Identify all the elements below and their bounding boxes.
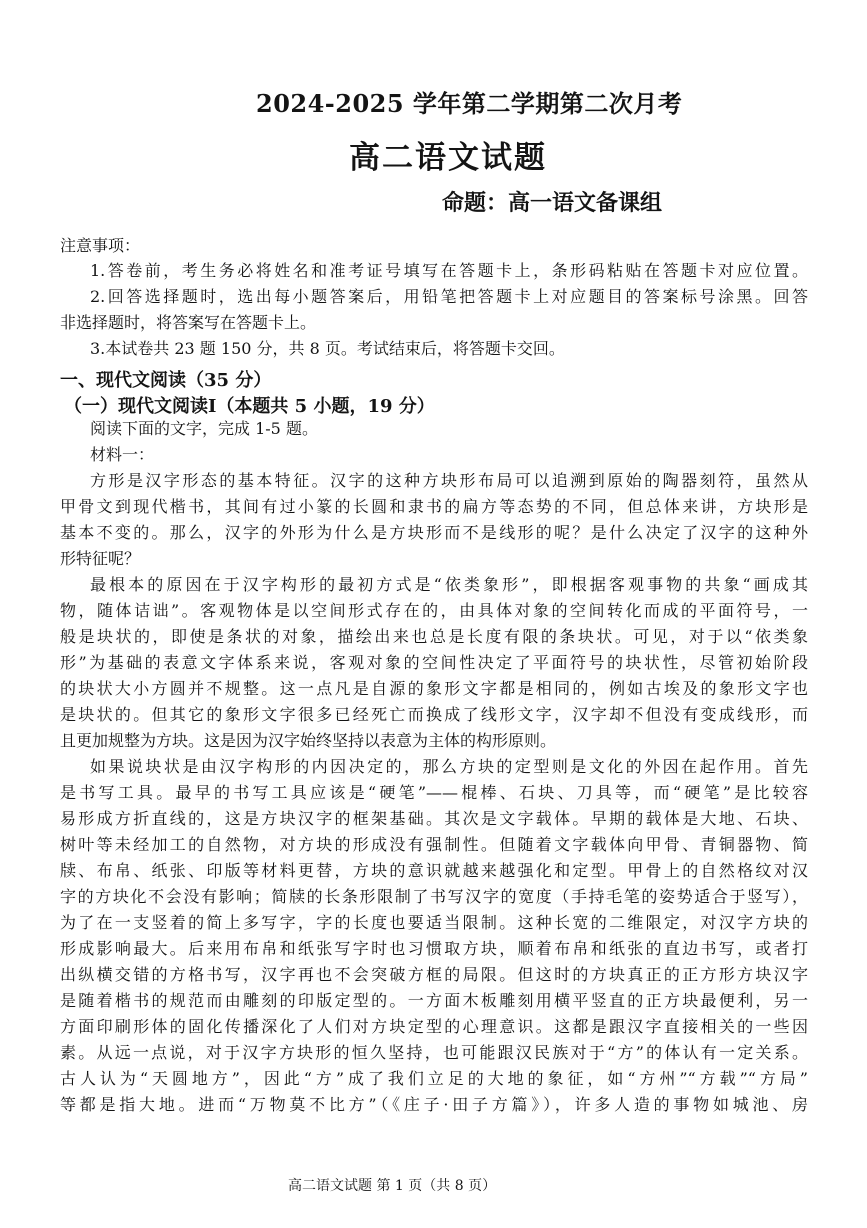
exam-title: 2024-2025 学年第二学期第二次月考 bbox=[256, 89, 683, 118]
notice-line: 2.回答选择题时，选出每小题答案后，用铅笔把答题卡上对应题目的答案标号涂黑。回答 bbox=[90, 287, 808, 306]
notice-heading: 注意事项： bbox=[60, 236, 141, 255]
passage-line: 最根本的原因在于汉字构形的最初方式是“依类象形”，即根据客观事物的共象“画成其 bbox=[90, 575, 808, 594]
paper-title: 高二语文试题 bbox=[349, 140, 547, 176]
passage-line: 出纵横交错的方格书写，汉字再也不会突破方框的局限。但这时的方块真正的正方形方块汉字 bbox=[60, 965, 808, 984]
material-label: 材料一： bbox=[90, 445, 155, 464]
passage-line: 方面印刷形体的固化传播深化了人们对方块定型的心理意识。这都是跟汉字直接相关的一些因 bbox=[60, 1017, 808, 1036]
subsection-heading: （一）现代文阅读Ⅰ（本题共 5 小题，19 分） bbox=[64, 396, 435, 417]
passage-line: 形成影响最大。后来用布帛和纸张写字时也习惯取方块，顺着布帛和纸张的直边书写，或者打 bbox=[60, 939, 808, 958]
passage-line: 是块状的。但其它的象形文字很多已经死亡而换成了线形文字，汉字却不但没有变成线形，而 bbox=[60, 705, 808, 724]
passage-line: 树叶等未经加工的自然物，对方块的形成没有强制性。但随着文字载体向甲骨、青铜器物、简 bbox=[60, 835, 808, 854]
passage-line: 般是块状的，即使是条状的对象，描绘出来也总是长度有限的条块状。可见，对于以“依类象 bbox=[60, 627, 808, 646]
passage-line: 甲骨文到现代楷书，其间有过小篆的长圆和隶书的扁方等态势的不同，但总体来讲，方块形是 bbox=[60, 497, 808, 516]
passage-line: 基本不变的。那么，汉字的外形为什么是方块形而不是线形的呢？是什么决定了汉字的这种外 bbox=[60, 523, 808, 542]
passage-line: 形”为基础的表意文字体系来说，客观对象的空间性决定了平面符号的块状性，尽管初始阶段 bbox=[60, 653, 808, 672]
passage-line: 牍、布帛、纸张、印版等材料更替，方块的意识就越来越强化和定型。甲骨上的自然格纹对汉 bbox=[60, 861, 808, 880]
passage-line: 形特征呢？ bbox=[60, 549, 141, 568]
passage-line: 素。从远一点说，对于汉字方块形的恒久坚持，也可能跟汉民族对于“方”的体认有一定关系。 bbox=[60, 1043, 808, 1062]
passage-line: 的块状大小方圆并不规整。这一点凡是自源的象形文字都是相同的，例如古埃及的象形文字也 bbox=[60, 679, 808, 698]
passage-line: 是书写工具。最早的书写工具应该是“硬笔”——棍棒、石块、刀具等，而“硬笔”是比较容 bbox=[60, 783, 808, 802]
passage-line: 易形成方折直线的，这是方块汉字的框架基础。其次是文字载体。早期的载体是大地、石块、 bbox=[60, 809, 808, 828]
instruction-text: 阅读下面的文字，完成 1-5 题。 bbox=[90, 419, 318, 438]
passage-line: 物，随体诘诎”。客观物体是以空间形式存在的，由具体对象的空间转化而成的平面符号，一 bbox=[60, 601, 808, 620]
author-line: 命题：高一语文备课组 bbox=[442, 190, 663, 216]
notice-line: 1.答卷前，考生务必将姓名和准考证号填写在答题卡上，条形码粘贴在答题卡对应位置。 bbox=[90, 261, 808, 280]
notice-line: 非选择题时，将答案写在答题卡上。 bbox=[60, 313, 317, 332]
passage-line: 字的方块化不会没有影响；简牍的长条形限制了书写汉字的宽度（手持毛笔的姿势适合于竖写）， bbox=[60, 887, 808, 906]
passage-line: 等都是指大地。进而“万物莫不比方”（《庄子·田子方篇》），许多人造的事物如城池、房 bbox=[60, 1095, 808, 1114]
notice-line: 3.本试卷共 23 题 150 分，共 8 页。考试结束后，将答题卡交回。 bbox=[90, 339, 565, 358]
passage-line: 为了在一支竖着的简上多写字，字的长度也要适当限制。这种长宽的二维限定，对汉字方块的 bbox=[60, 913, 808, 932]
page-footer: 高二语文试题 第 1 页（共 8 页） bbox=[288, 1178, 497, 1194]
passage-line: 方形是汉字形态的基本特征。汉字的这种方块形布局可以追溯到原始的陶器刻符，虽然从 bbox=[90, 471, 808, 490]
passage-line: 古人认为“天圆地方”，因此“方”成了我们立足的大地的象征，如“方州”“方载”“方局” bbox=[60, 1069, 808, 1088]
passage-line: 是随着楷书的规范而由雕刻的印版定型的。一方面木板雕刻用横平竖直的正方块最便利，另一 bbox=[60, 991, 808, 1010]
passage-line: 且更加规整为方块。这是因为汉字始终坚持以表意为主体的构形原则。 bbox=[60, 731, 557, 750]
passage-line: 如果说块状是由汉字构形的内因决定的，那么方块的定型则是文化的外因在起作用。首先 bbox=[90, 757, 808, 776]
section-heading: 一、现代文阅读（35 分） bbox=[60, 370, 272, 391]
